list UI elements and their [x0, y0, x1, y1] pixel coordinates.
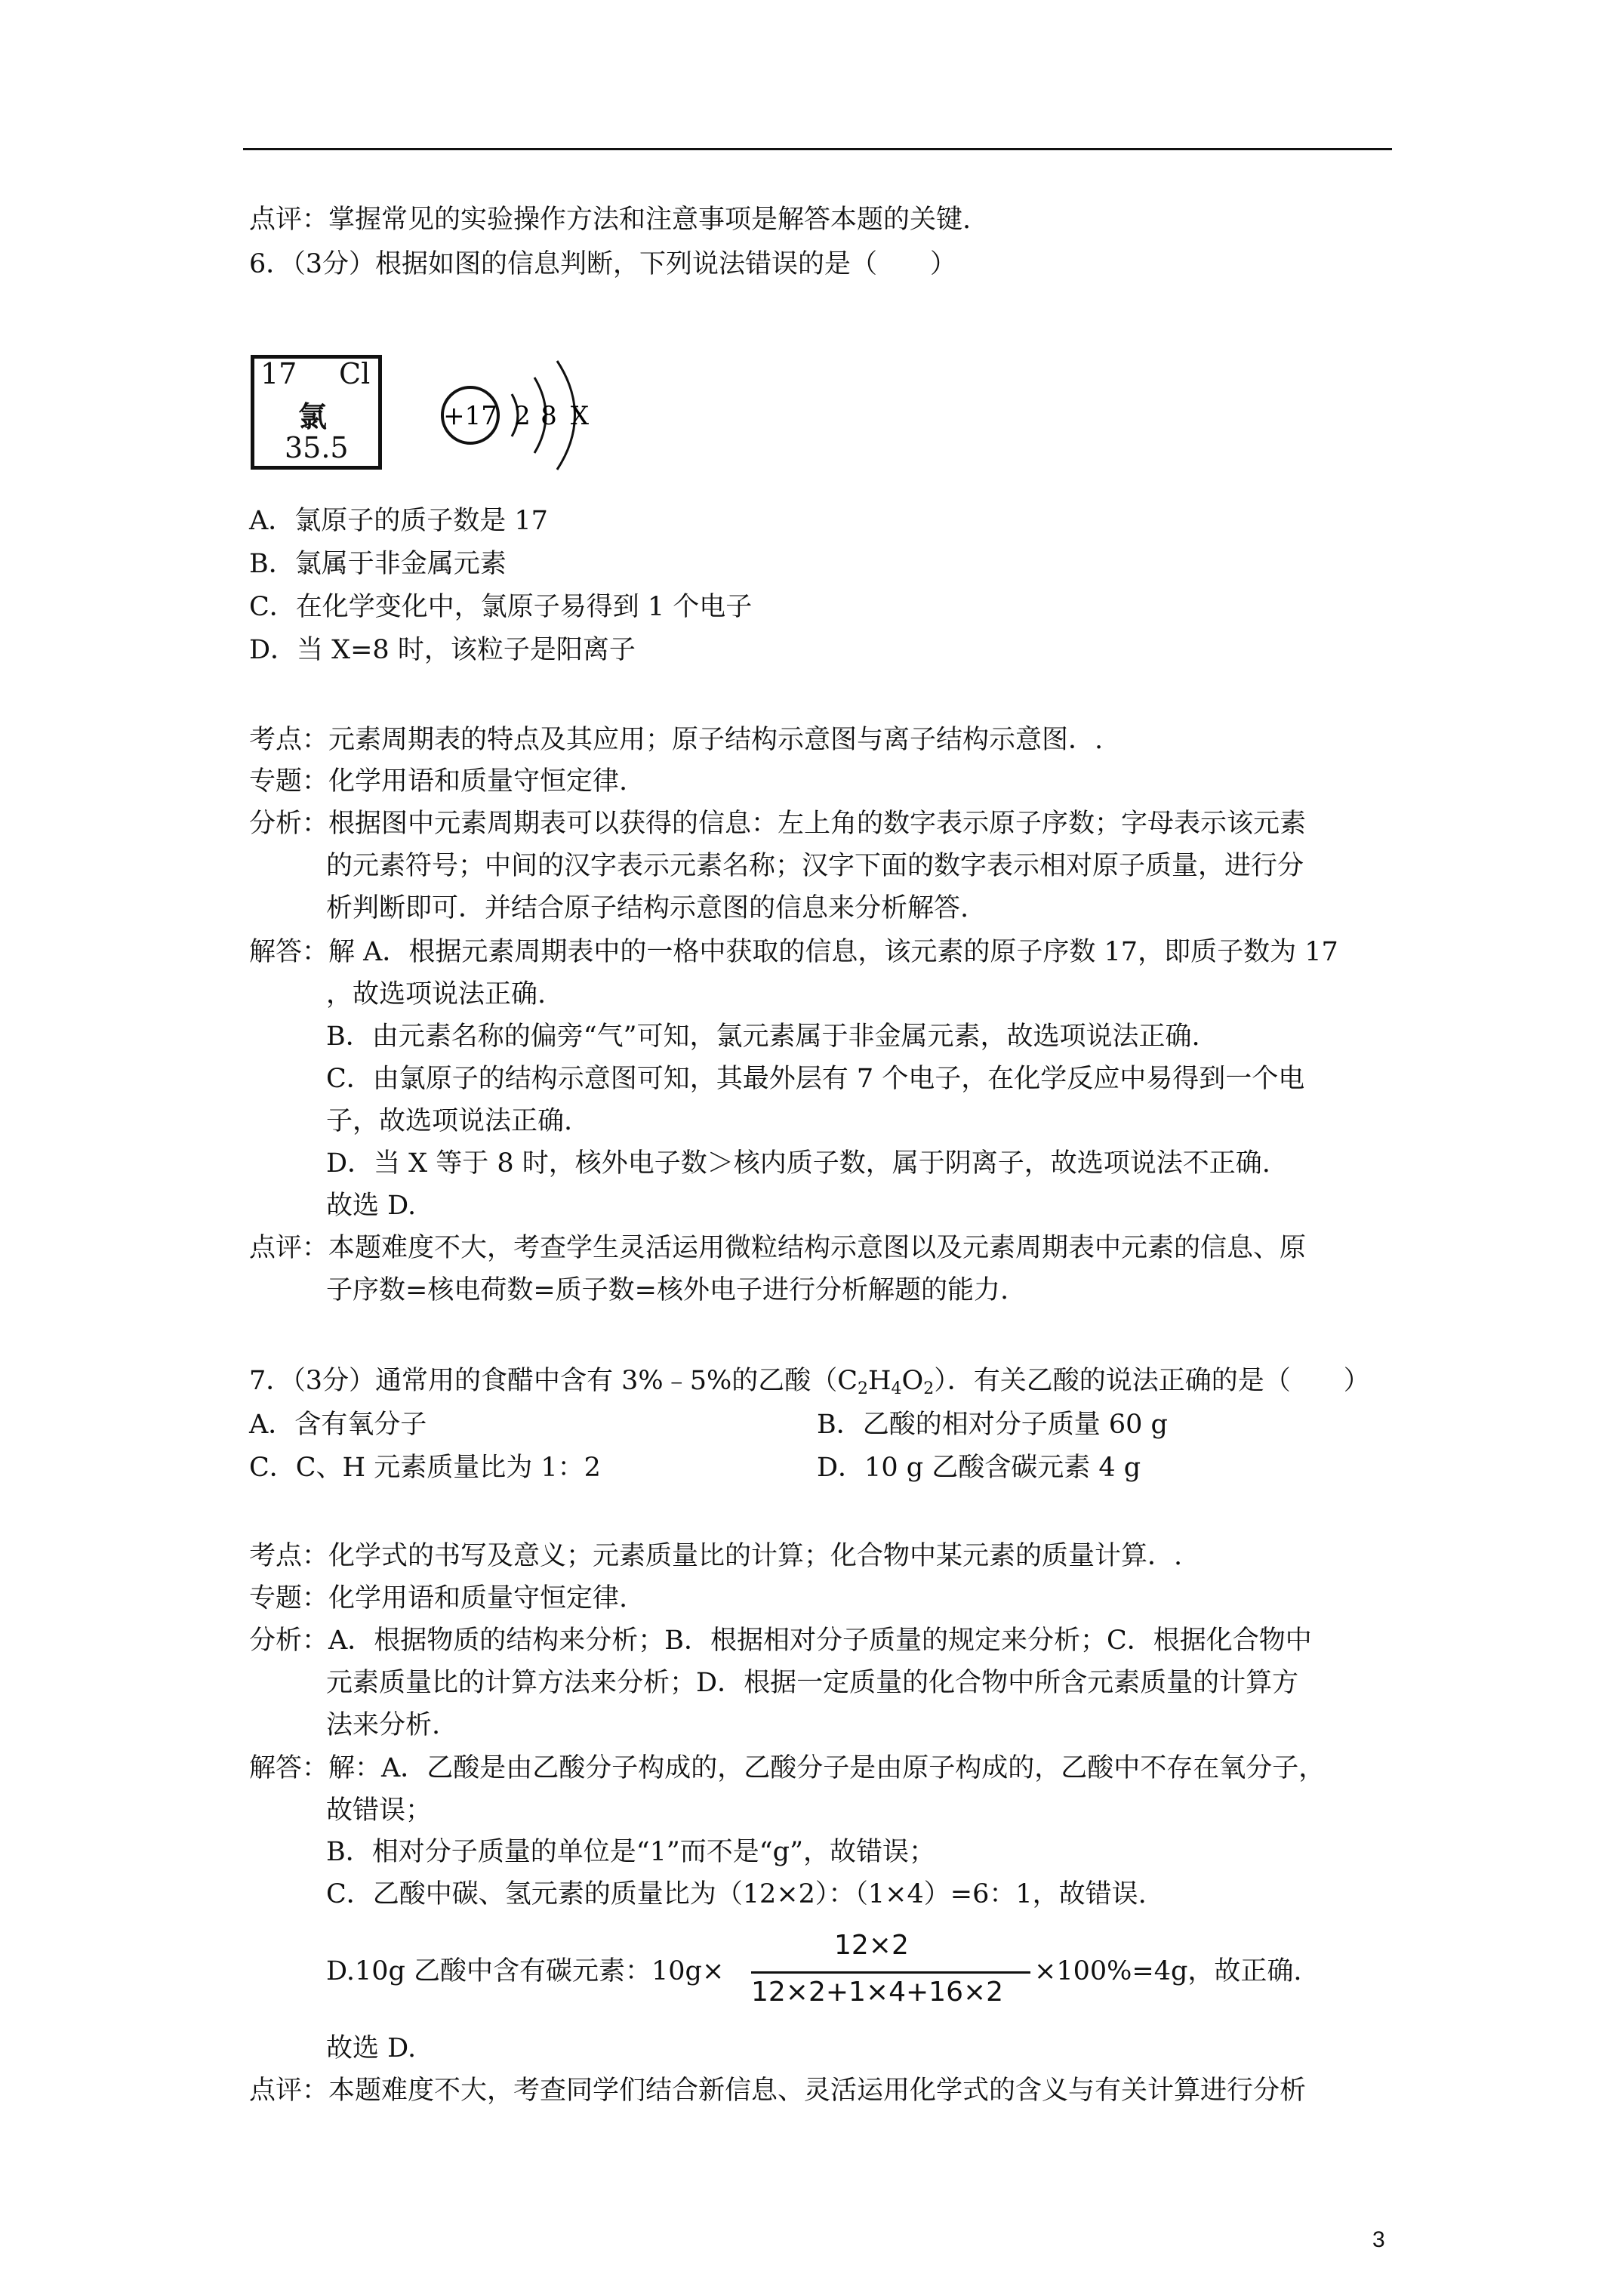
q6-dianping-1: 点评：本题难度不大，考查学生灵活运用微粒结构示意图以及元素周期表中元素的信息、原 — [249, 1233, 1307, 1263]
q6-fenxi-3: 析判断即可．并结合原子结构示意图的信息来分析解答. — [326, 893, 969, 923]
q6-fenxi-2: 的元素符号；中间的汉字表示元素名称；汉字下面的数字表示相对原子质量，进行分 — [326, 851, 1304, 881]
shell-2-count: 8 — [540, 401, 557, 431]
q7-fenxi-3: 法来分析. — [326, 1710, 441, 1740]
q6-jieda-7: 故选 D. — [326, 1191, 417, 1221]
fraction-bar — [751, 1971, 1030, 1974]
atom-structure-diagram — [438, 355, 634, 476]
q7-jieda-5-prefix: D.10g 乙酸中含有碳元素：10g× — [326, 1956, 725, 1986]
header-rule — [243, 148, 1392, 150]
q7-kaodian: 考点：化学式的书写及意义；元素质量比的计算；化合物中某元素的质量计算．. — [249, 1541, 1183, 1571]
q7-jieda-1: 解答：解：A．乙酸是由乙酸分子构成的，乙酸分子是由原子构成的，乙酸中不存在氧分子， — [249, 1753, 1326, 1783]
q6-option-c: C．在化学变化中，氯原子易得到 1 个电子 — [249, 592, 753, 622]
q7-jieda-6: 故选 D. — [326, 2033, 417, 2063]
fraction-numerator: 12×2 — [834, 1930, 909, 1961]
q6-fenxi-1: 分析：根据图中元素周期表可以获得的信息：左上角的数字表示原子序数；字母表示该元素 — [249, 809, 1307, 839]
shell-3-count: X — [570, 401, 590, 431]
nucleus-label: +17 — [443, 401, 497, 431]
q6-option-a: A．氯原子的质子数是 17 — [249, 506, 548, 536]
comment-line: 点评：掌握常见的实验操作方法和注意事项是解答本题的关键. — [249, 205, 972, 235]
q7-jieda-5-suffix: ×100%=4g，故正确. — [1034, 1956, 1302, 1986]
element-name: 氯 — [298, 399, 328, 433]
question-7-title: 7．（3分）通常用的食醋中含有 3%﹣5%的乙酸$(C_2H_4O_2)$．有关乙酸的说法正确的是（ ） — [249, 1366, 1370, 1398]
q6-jieda-6: D．当 X 等于 8 时，核外电子数＞核内质子数，属于阴离子，故选项说法不正确. — [326, 1148, 1270, 1179]
element-number: 17 — [260, 357, 297, 390]
fraction-denominator: 12×2+1×4+16×2 — [751, 1977, 1004, 2008]
page-number: 3 — [1372, 2227, 1385, 2252]
q6-kaodian: 考点：元素周期表的特点及其应用；原子结构示意图与离子结构示意图．. — [249, 725, 1104, 755]
q6-jieda-5: 子，故选项说法正确. — [326, 1106, 573, 1136]
q6-jieda-3: B．由元素名称的偏旁“气”可知，氯元素属于非金属元素，故选项说法正确. — [326, 1022, 1200, 1052]
carbon-fraction — [751, 1930, 1030, 2020]
q7-fenxi-2: 元素质量比的计算方法来分析；D．根据一定质量的化合物中所含元素质量的计算方 — [326, 1668, 1299, 1698]
q7-zhuanti: 专题：化学用语和质量守恒定律. — [249, 1583, 628, 1613]
shell-1-count: 2 — [514, 401, 531, 431]
q7-option-b: B．乙酸的相对分子质量 60 g — [817, 1410, 1168, 1440]
q7-dianping-1: 点评：本题难度不大，考查同学们结合新信息、灵活运用化学式的含义与有关计算进行分析 — [249, 2076, 1307, 2106]
q6-jieda-2: ，故选项说法正确. — [326, 979, 547, 1009]
question-6-title: 6．（3分）根据如图的信息判断，下列说法错误的是（ ） — [249, 249, 957, 279]
q7-jieda-4: C．乙酸中碳、氢元素的质量比为（12×2）：（1×4）=6：1，故错误. — [326, 1879, 1147, 1909]
q7-jieda-2: 故错误； — [326, 1795, 433, 1826]
q6-option-d: D．当 X=8 时，该粒子是阳离子 — [249, 635, 636, 665]
element-symbol: Cl — [339, 357, 371, 390]
q6-zhuanti: 专题：化学用语和质量守恒定律. — [249, 766, 628, 797]
q7-option-a: A．含有氧分子 — [249, 1410, 427, 1440]
q6-jieda-1: 解答：解 A．根据元素周期表中的一格中获取的信息，该元素的原子序数 17，即质子数为 17 — [249, 937, 1338, 967]
q6-jieda-4: C．由氯原子的结构示意图可知，其最外层有 7 个电子，在化学反应中易得到一个电 — [326, 1064, 1305, 1094]
q7-fenxi-1: 分析：A．根据物质的结构来分析；B．根据相对分子质量的规定来分析；C．根据化合物中 — [249, 1626, 1312, 1656]
element-mass: 35.5 — [285, 431, 349, 464]
q6-dianping-2: 子序数=核电荷数=质子数=核外电子进行分析解题的能力. — [326, 1275, 1009, 1305]
q7-option-c: C．C、H 元素质量比为 1：2 — [249, 1453, 601, 1483]
q6-option-b: B．氯属于非金属元素 — [249, 549, 507, 579]
q7-option-d: D．10 g 乙酸含碳元素 4 g — [817, 1453, 1141, 1483]
q7-jieda-3: B．相对分子质量的单位是“1”而不是“g”，故错误； — [326, 1837, 935, 1867]
element-card — [251, 355, 382, 470]
